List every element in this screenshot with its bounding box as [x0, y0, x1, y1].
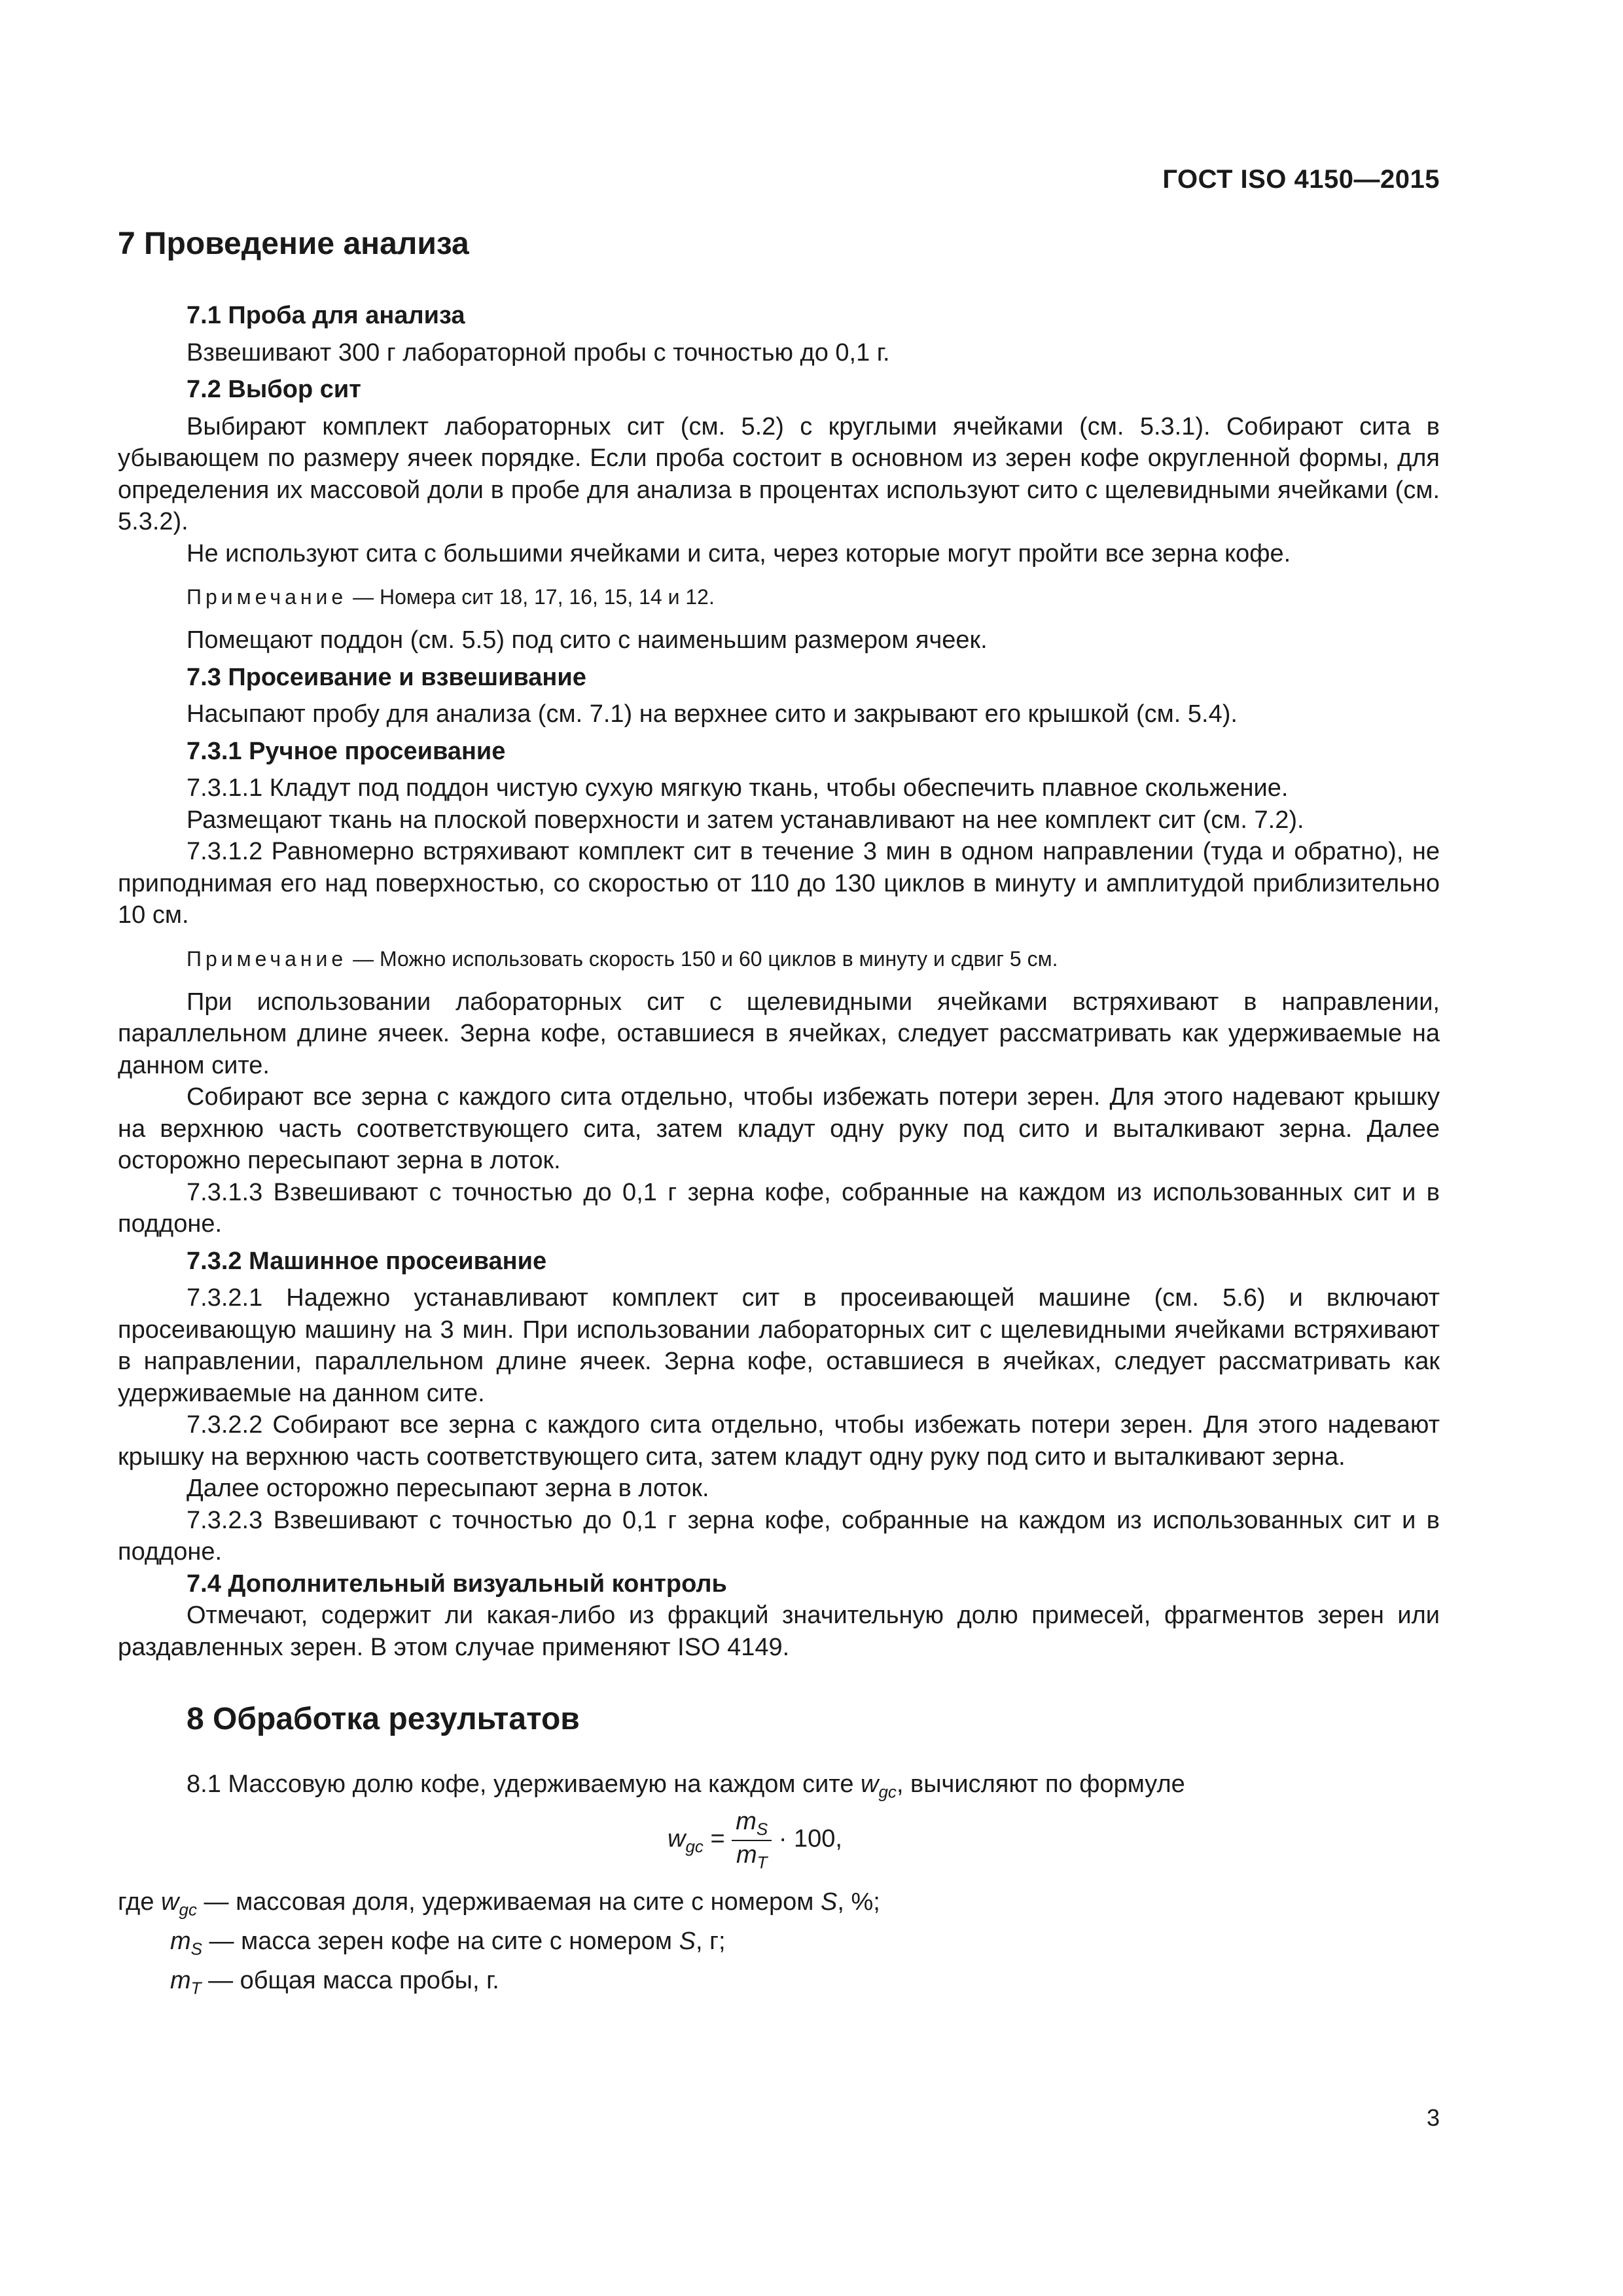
- page-number: 3: [1426, 2104, 1440, 2131]
- def2-s-sub: S: [190, 1939, 202, 1959]
- def1-gc: gc: [179, 1899, 197, 1920]
- section-7-3-1-1b: Размещают ткань на плоской поверхности и затем устанавливают на нее комплект сит (см. 7.2).: [187, 806, 1304, 834]
- section-7-3-1-1: 7.3.1.1 Кладут под поддон чистую сухую мягкую ткань, чтобы обеспечить плавное скольжение.: [187, 774, 1289, 802]
- section-8-1-lead: 8.1 Массовую долю кофе, удерживаемую на каждом сите: [187, 1770, 861, 1798]
- formula: [118, 1808, 1440, 1886]
- symbol-w: w: [861, 1770, 879, 1798]
- section-7-2-para-2: Не используют сита с большими ячейками и сита, через которые могут пройти все зерна кофе.: [187, 539, 1291, 567]
- symbol-gc: gc: [878, 1782, 897, 1802]
- def1-w: w: [161, 1888, 179, 1916]
- document-header: ГОСТ ISO 4150—2015: [1162, 165, 1440, 194]
- section-7-3-2-3: 7.3.2.3 Взвешивают с точностью до 0,1 г зерна кофе, собранные на каждом из использованных сит и в поддоне.: [118, 1506, 1440, 1566]
- def1-s: S: [820, 1888, 838, 1916]
- def2-text: — масса зерен кофе на сите с номером: [202, 1928, 679, 1956]
- section-7-3-2-2b: Далее осторожно пересыпают зерна в лоток.: [187, 1475, 709, 1502]
- section-7-3-1-para-3: При использовании лабораторных сит с щелевидными ячейками встряхивают в направлении, параллельном длине ячеек. Зерна кофе, оставшиеся в ячейках, следует рассматривать как удерживаемые на данном сите.: [118, 988, 1440, 1079]
- formula-t: T: [757, 1852, 768, 1873]
- section-8-1-text: [118, 1768, 1440, 1808]
- note-2: [118, 944, 1440, 973]
- formula-gc: gc: [685, 1837, 704, 1857]
- def2-m: m: [170, 1928, 191, 1956]
- section-7-3-1-3: 7.3.1.3 Взвешивают с точностью до 0,1 г зерна кофе, собранные на каждом из использованных сит и в поддоне.: [118, 1178, 1440, 1238]
- section-7-3-1-title: 7.3.1 Ручное просеивание: [187, 737, 506, 765]
- section-7-4-text: Отмечают, содержит ли какая-либо из фракций значительную долю примесей, фрагментов зерен или раздавленных зерен. В этом случае применяют ISO 4149.: [118, 1602, 1440, 1661]
- section-7-3-1-2: 7.3.1.2 Равномерно встряхивают комплект сит в течение 3 мин в одном направлении (туда и обратно), не приподнимая его над поверхностью, со скоростью от 110 до 130 циклов в минуту и амплитудой приблизительно 10 см.: [118, 838, 1440, 929]
- section-7-4-title: 7.4 Дополнительный визуальный контроль: [187, 1570, 727, 1598]
- formula-m-s: m: [736, 1808, 757, 1836]
- formula-s: S: [756, 1819, 768, 1839]
- section-7-3-title: 7.3 Просеивание и взвешивание: [187, 663, 586, 691]
- page-content: [118, 151, 1440, 2004]
- def3-text: — общая масса пробы, г.: [201, 1967, 499, 1995]
- section-7-1-title: 7.1 Проба для анализа: [187, 302, 465, 329]
- formula-denominator: [732, 1841, 772, 1873]
- formula-equals: =: [710, 1825, 725, 1853]
- formula-numerator: [732, 1808, 772, 1841]
- section-7-2-para-3: Помещают поддон (см. 5.5) под сито с наименьшим размером ячеек.: [187, 626, 988, 654]
- where-word: где: [118, 1888, 162, 1916]
- def1-tail: , %;: [837, 1888, 880, 1916]
- definition-1: [118, 1886, 1440, 1926]
- section-7-3-1-para-4: Собирают все зерна с каждого сита отдельно, чтобы избежать потери зерен. Для этого надевают крышку на верхнюю часть соответствующего сита, затем кладут одну руку под сито и выталкивают зерна. Далее осторожно пересыпают зерна в лоток.: [118, 1083, 1440, 1174]
- def2-tail: , г;: [695, 1928, 726, 1956]
- formula-m-t: m: [736, 1840, 757, 1869]
- formula-multiplier: · 100,: [778, 1825, 842, 1853]
- def2-s: S: [679, 1928, 696, 1956]
- section-7-3-2-2: 7.3.2.2 Собирают все зерна с каждого сита отдельно, чтобы избежать потери зерен. Для этого надевают крышку на верхнюю часть соответствующего сита, затем кладут одну руку под сито и выталкивают зерна.: [118, 1411, 1440, 1471]
- definition-2: [118, 1926, 1440, 1965]
- formula-fraction: [732, 1808, 772, 1873]
- definition-3: [118, 1965, 1440, 2004]
- def3-t: T: [190, 1978, 202, 1998]
- note-2-text: — Можно использовать скорость 150 и 60 циклов в минуту и сдвиг 5 см.: [347, 946, 1058, 971]
- note-2-label: Примечание: [187, 946, 348, 971]
- note-1-text: — Номера сит 18, 17, 16, 15, 14 и 12.: [347, 585, 715, 609]
- section-8-1-tail: , вычисляют по формуле: [896, 1770, 1185, 1798]
- section-7-2-title: 7.2 Выбор сит: [187, 376, 361, 403]
- section-7-3-text: Насыпают пробу для анализа (см. 7.1) на верхнее сито и закрывают его крышкой (см. 5.4).: [187, 700, 1238, 728]
- section-7-title: 7 Проведение анализа: [118, 226, 469, 261]
- def3-m: m: [170, 1967, 191, 1995]
- note-1: [118, 583, 1440, 611]
- section-7-3-2-title: 7.3.2 Машинное просеивание: [187, 1247, 547, 1275]
- formula-w: w: [668, 1825, 686, 1853]
- section-7-3-2-1: 7.3.2.1 Надежно устанавливают комплект сит в просеивающей машине (см. 5.6) и включают просеивающую машину на 3 мин. При использовании лабораторных сит с щелевидными ячейками встряхивают в направлении, параллельном длине ячеек. Зерна кофе, оставшиеся в ячейках, следует рассматривать как удерживаемые на данном сите.: [118, 1284, 1440, 1407]
- section-8-title: 8 Обработка результатов: [187, 1702, 580, 1736]
- formula-expression: [668, 1808, 842, 1873]
- section-7-1-text: Взвешивают 300 г лабораторной пробы с точностью до 0,1 г.: [187, 338, 890, 367]
- section-7-2-para-1: Выбирают комплект лабораторных сит (см. 5.2) с круглыми ячейками (см. 5.3.1). Собирают сита в убывающем по размеру ячеек порядке. Если проба состоит в основном из зерен кофе округленной формы, для определения их массовой доли в пробе для анализа в процентах используют сито с щелевидными ячейками (см. 5.3.2).: [118, 412, 1440, 535]
- note-1-label: Примечание: [187, 585, 348, 609]
- def1-text: — массовая доля, удерживаемая на сите с номером: [196, 1888, 821, 1916]
